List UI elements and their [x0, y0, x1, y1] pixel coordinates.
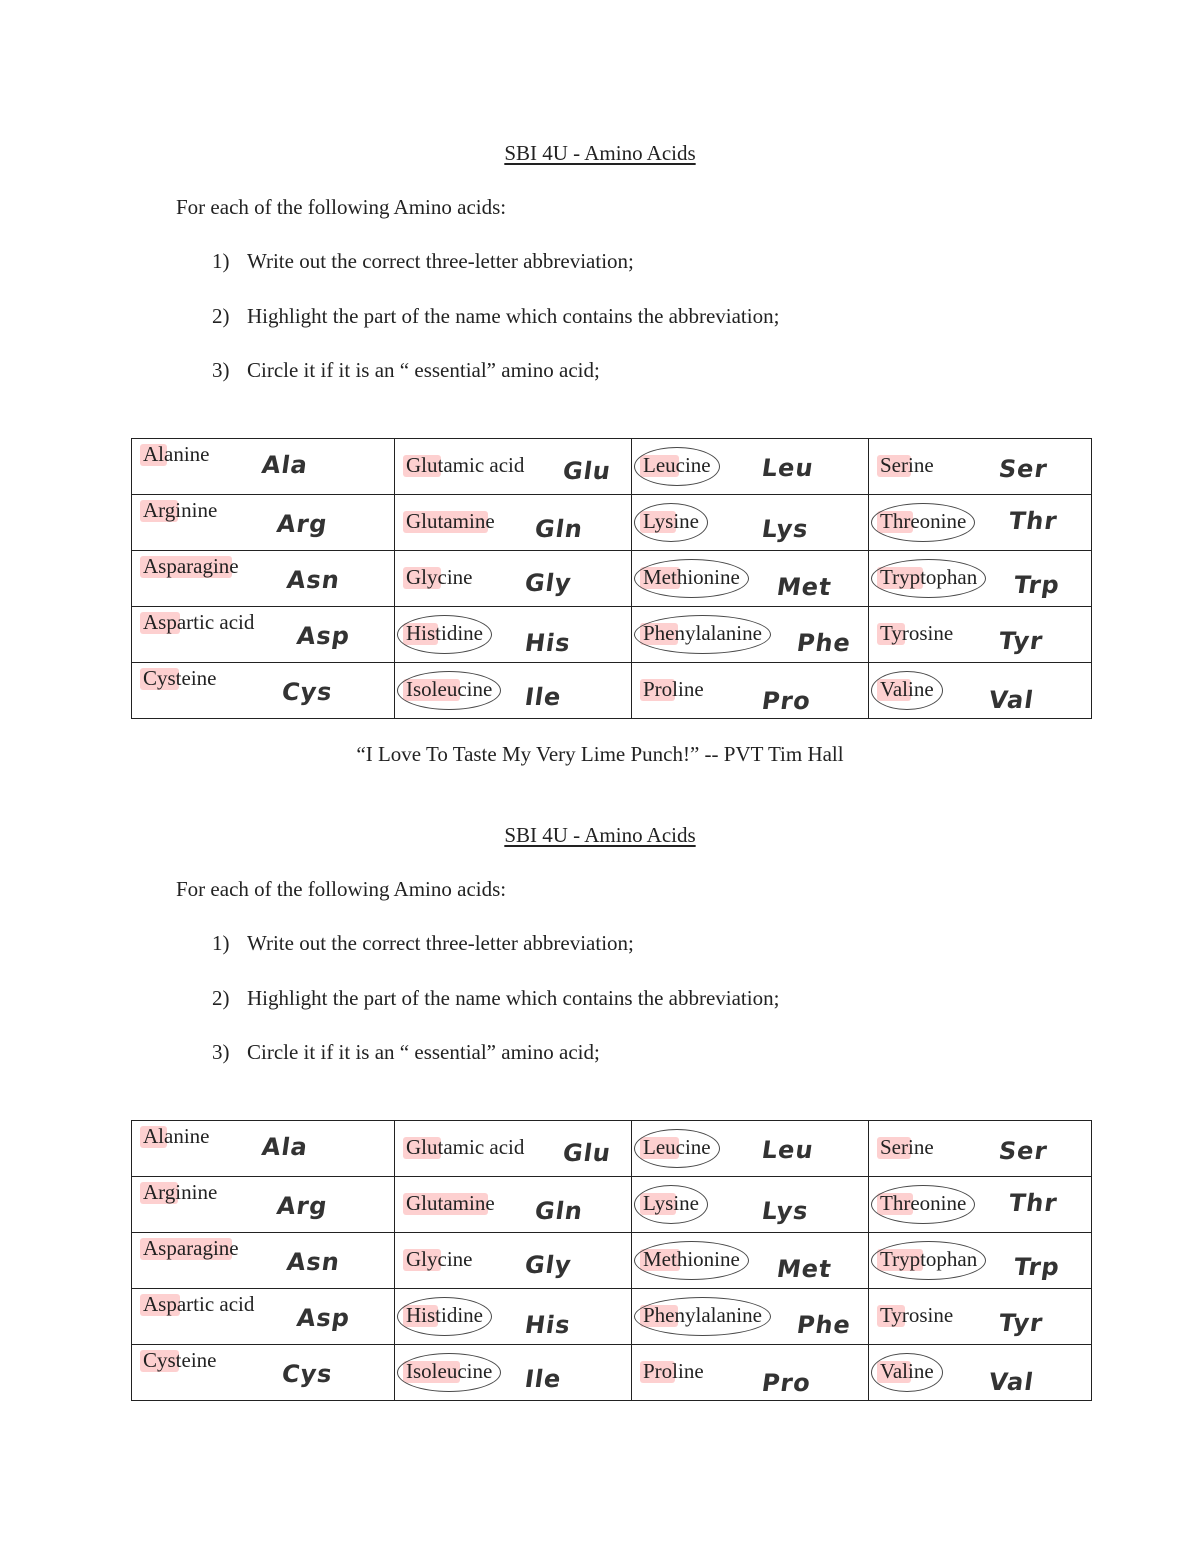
table-row [132, 439, 1092, 495]
step-text: Write out the correct three-letter abbreviation; [247, 249, 634, 273]
essential-circle [634, 615, 771, 654]
amino-acid-cell [869, 1233, 1092, 1289]
amino-acid-cell [869, 1345, 1092, 1401]
amino-acid-name [643, 565, 740, 590]
amino-acid-name [643, 1247, 740, 1272]
step-text: Highlight the part of the name which contains the abbreviation; [247, 986, 780, 1010]
instructions-intro: For each of the following Amino acids: [176, 877, 507, 901]
amino-acid-name-text: Threonine [880, 509, 967, 533]
amino-acid-name-text: Asparagine [143, 554, 239, 578]
handwritten-abbreviation: Leu [760, 454, 816, 482]
amino-acid-name [643, 509, 699, 534]
amino-acid-name-text: Phenylalanine [643, 1303, 762, 1327]
amino-acid-cell [132, 1345, 395, 1401]
step-number: 2) [212, 986, 230, 1010]
essential-circle [871, 1185, 975, 1224]
amino-acid-cell [132, 551, 395, 607]
amino-acid-cell [395, 1177, 632, 1233]
amino-acid-name [880, 565, 977, 590]
amino-acid-name [406, 509, 495, 534]
handwritten-abbreviation: Asp [295, 622, 353, 650]
handwritten-abbreviation: Ala [260, 1133, 310, 1161]
worksheet-bottom [0, 682, 1200, 1397]
handwritten-abbreviation: Asp [295, 1304, 353, 1332]
instruction-step [212, 358, 600, 383]
handwritten-abbreviation: Phe [795, 629, 853, 657]
table-row [132, 495, 1092, 551]
instruction-step [212, 249, 634, 274]
amino-acid-name [643, 1135, 711, 1160]
essential-circle [634, 1241, 749, 1280]
step-text: Highlight the part of the name which contains the abbreviation; [247, 304, 780, 328]
essential-circle [397, 615, 492, 654]
amino-acid-cell [632, 495, 869, 551]
amino-acid-name-text: Glutamic acid [406, 1135, 525, 1159]
amino-acid-cell [632, 607, 869, 663]
amino-acid-cell [869, 495, 1092, 551]
handwritten-abbreviation: Phe [795, 1311, 853, 1339]
essential-circle [634, 1129, 720, 1168]
handwritten-abbreviation: Ile [523, 1365, 564, 1393]
amino-acid-cell [632, 1121, 869, 1177]
amino-acid-name-text: Isoleucine [406, 1359, 493, 1383]
amino-acid-name-text: Glycine [406, 565, 473, 589]
mnemonic-quote: “I Love To Taste My Very Lime Punch!” -- PVT Tim Hall [356, 742, 844, 766]
amino-acid-cell [395, 607, 632, 663]
step-number: 1) [212, 249, 230, 273]
essential-circle [634, 503, 708, 542]
essential-circle [871, 1353, 943, 1392]
handwritten-abbreviation: Met [775, 1255, 834, 1283]
handwritten-abbreviation: Glu [561, 457, 613, 485]
amino-acid-name-text: Methionine [643, 1247, 740, 1271]
handwritten-abbreviation: Lys [760, 1197, 811, 1225]
amino-acid-cell [132, 439, 395, 495]
handwritten-abbreviation: Cys [280, 1360, 335, 1388]
amino-acid-name [880, 509, 966, 534]
instructions-intro: For each of the following Amino acids: [176, 195, 507, 219]
amino-acid-name-text: Lysine [643, 509, 699, 533]
handwritten-abbreviation: Gly [523, 569, 574, 597]
amino-acid-name-text: Leucine [643, 453, 711, 477]
amino-acid-name [880, 1303, 953, 1328]
amino-acid-name [406, 565, 472, 590]
amino-acid-name [406, 453, 524, 478]
amino-acid-name [406, 1247, 472, 1272]
handwritten-abbreviation: Met [775, 573, 834, 601]
amino-acid-name [880, 1135, 934, 1160]
amino-acid-cell [869, 439, 1092, 495]
amino-acid-cell [632, 1233, 869, 1289]
step-text: Circle it if it is an “ essential” amino acid; [247, 358, 600, 382]
amino-acid-name-text: Glycine [406, 1247, 473, 1271]
handwritten-abbreviation: Val [987, 686, 1036, 714]
amino-acid-name-text: Glutamic acid [406, 453, 525, 477]
amino-acid-table [131, 438, 1092, 719]
amino-acid-name-text: Leucine [643, 1135, 711, 1159]
amino-acid-name-text: Alanine [143, 442, 210, 466]
amino-acid-name-text: Tryptophan [880, 565, 978, 589]
amino-acid-cell [632, 551, 869, 607]
amino-acid-cell [632, 439, 869, 495]
amino-acid-name-text: Isoleucine [406, 677, 493, 701]
handwritten-abbreviation: Arg [275, 1192, 330, 1220]
worksheet-title: SBI 4U - Amino Acids [504, 141, 696, 165]
step-number: 3) [212, 358, 230, 382]
amino-acid-cell [395, 495, 632, 551]
amino-acid-name [643, 453, 711, 478]
handwritten-abbreviation: Ser [997, 1137, 1050, 1165]
amino-acid-name-text: Serine [880, 453, 934, 477]
handwritten-abbreviation: Thr [1007, 507, 1060, 535]
handwritten-abbreviation: Trp [1012, 571, 1062, 599]
amino-acid-name-text: Valine [880, 1359, 934, 1383]
amino-acid-name [880, 1191, 966, 1216]
amino-acid-name [406, 621, 483, 646]
amino-acid-name [406, 1359, 492, 1384]
amino-acid-name-text: Tryptophan [880, 1247, 978, 1271]
amino-acid-name [143, 554, 239, 579]
amino-acid-name-text: Aspartic acid [143, 1292, 255, 1316]
amino-acid-cell [395, 1121, 632, 1177]
amino-acid-name-text: Arginine [143, 498, 218, 522]
amino-acid-cell [395, 551, 632, 607]
amino-acid-name [143, 498, 217, 523]
handwritten-abbreviation: His [523, 1311, 573, 1339]
essential-circle [397, 1297, 492, 1336]
handwritten-abbreviation: Ala [260, 451, 310, 479]
amino-acid-cell [869, 607, 1092, 663]
amino-acid-cell [395, 439, 632, 495]
amino-acid-name-text: Methionine [643, 565, 740, 589]
handwritten-abbreviation: Cys [280, 678, 335, 706]
amino-acid-name-text: Alanine [143, 1124, 210, 1148]
handwritten-abbreviation: Tyr [997, 627, 1045, 655]
amino-acid-name [143, 1348, 217, 1373]
amino-acid-name [880, 1359, 934, 1384]
instruction-step [212, 1040, 600, 1065]
amino-acid-cell [869, 1177, 1092, 1233]
amino-acid-cell [132, 1233, 395, 1289]
handwritten-abbreviation: Tyr [997, 1309, 1045, 1337]
handwritten-abbreviation: Lys [760, 515, 811, 543]
worksheet-top [0, 0, 1200, 715]
amino-acid-name-text: Serine [880, 1135, 934, 1159]
essential-circle [634, 559, 749, 598]
amino-acid-name [143, 1124, 209, 1149]
handwritten-abbreviation: Trp [1012, 1253, 1062, 1281]
table-row [132, 1289, 1092, 1345]
essential-circle [634, 1297, 771, 1336]
table-row [132, 1177, 1092, 1233]
essential-circle [634, 447, 720, 486]
table-row [132, 551, 1092, 607]
step-number: 3) [212, 1040, 230, 1064]
essential-circle [871, 1241, 986, 1280]
essential-circle [397, 1353, 501, 1392]
amino-acid-name [406, 1303, 483, 1328]
handwritten-abbreviation: Leu [760, 1136, 816, 1164]
amino-acid-cell [632, 1177, 869, 1233]
amino-acid-cell [395, 1289, 632, 1345]
amino-acid-name-text: Valine [880, 677, 934, 701]
amino-acid-name [406, 1191, 495, 1216]
amino-acid-cell [869, 1289, 1092, 1345]
amino-acid-name [643, 1359, 704, 1384]
handwritten-abbreviation: Pro [760, 1369, 813, 1397]
amino-acid-cell [395, 1345, 632, 1401]
amino-acid-table [131, 1120, 1092, 1401]
amino-acid-name-text: Cysteine [143, 666, 217, 690]
instruction-step [212, 304, 779, 329]
amino-acid-name-text: Histidine [406, 621, 483, 645]
table-row [132, 607, 1092, 663]
amino-acid-cell [869, 551, 1092, 607]
amino-acid-name [643, 1303, 762, 1328]
table-row [132, 1233, 1092, 1289]
table-row [132, 1121, 1092, 1177]
amino-acid-name-text: Proline [643, 1359, 704, 1383]
handwritten-abbreviation: Asn [285, 1248, 342, 1276]
handwritten-abbreviation: Thr [1007, 1189, 1060, 1217]
amino-acid-cell [632, 1345, 869, 1401]
amino-acid-cell [132, 607, 395, 663]
step-number: 2) [212, 304, 230, 328]
amino-acid-name-text: Threonine [880, 1191, 967, 1215]
amino-acid-name-text: Lysine [643, 1191, 699, 1215]
amino-acid-cell [632, 1289, 869, 1345]
amino-acid-name-text: Glutamine [406, 509, 495, 533]
amino-acid-name [880, 1247, 977, 1272]
handwritten-abbreviation: Glu [561, 1139, 613, 1167]
amino-acid-cell [132, 1177, 395, 1233]
amino-acid-name [406, 1135, 524, 1160]
step-text: Circle it if it is an “ essential” amino acid; [247, 1040, 600, 1064]
worksheet-title: SBI 4U - Amino Acids [504, 823, 696, 847]
handwritten-abbreviation: Gln [533, 515, 585, 543]
amino-acid-name [880, 621, 953, 646]
step-text: Write out the correct three-letter abbreviation; [247, 931, 634, 955]
amino-acid-name-text: Aspartic acid [143, 610, 255, 634]
amino-acid-name-text: Histidine [406, 1303, 483, 1327]
instruction-step [212, 931, 634, 956]
amino-acid-name-text: Cysteine [143, 1348, 217, 1372]
handwritten-abbreviation: His [523, 629, 573, 657]
amino-acid-cell [132, 1289, 395, 1345]
amino-acid-name [643, 1191, 699, 1216]
handwritten-abbreviation: Ile [523, 683, 564, 711]
amino-acid-name-text: Asparagine [143, 1236, 239, 1260]
amino-acid-name [143, 610, 254, 635]
handwritten-abbreviation: Asn [285, 566, 342, 594]
amino-acid-cell [395, 1233, 632, 1289]
amino-acid-name-text: Proline [643, 677, 704, 701]
amino-acid-name [880, 453, 934, 478]
amino-acid-name [143, 1292, 254, 1317]
amino-acid-name-text: Phenylalanine [643, 621, 762, 645]
handwritten-abbreviation: Pro [760, 687, 813, 715]
amino-acid-name [643, 621, 762, 646]
amino-acid-name-text: Tyrosine [880, 1303, 954, 1327]
essential-circle [871, 559, 986, 598]
amino-acid-name [143, 442, 209, 467]
amino-acid-name-text: Glutamine [406, 1191, 495, 1215]
amino-acid-cell [132, 1121, 395, 1177]
amino-acid-cell [132, 495, 395, 551]
handwritten-abbreviation: Val [987, 1368, 1036, 1396]
handwritten-abbreviation: Gln [533, 1197, 585, 1225]
table-row [132, 1345, 1092, 1401]
essential-circle [871, 503, 975, 542]
amino-acid-cell [869, 1121, 1092, 1177]
step-number: 1) [212, 931, 230, 955]
amino-acid-name [143, 1180, 217, 1205]
handwritten-abbreviation: Ser [997, 455, 1050, 483]
amino-acid-name [143, 1236, 239, 1261]
handwritten-abbreviation: Arg [275, 510, 330, 538]
essential-circle [634, 1185, 708, 1224]
instruction-step [212, 986, 779, 1011]
handwritten-abbreviation: Gly [523, 1251, 574, 1279]
amino-acid-name-text: Tyrosine [880, 621, 954, 645]
amino-acid-name-text: Arginine [143, 1180, 218, 1204]
